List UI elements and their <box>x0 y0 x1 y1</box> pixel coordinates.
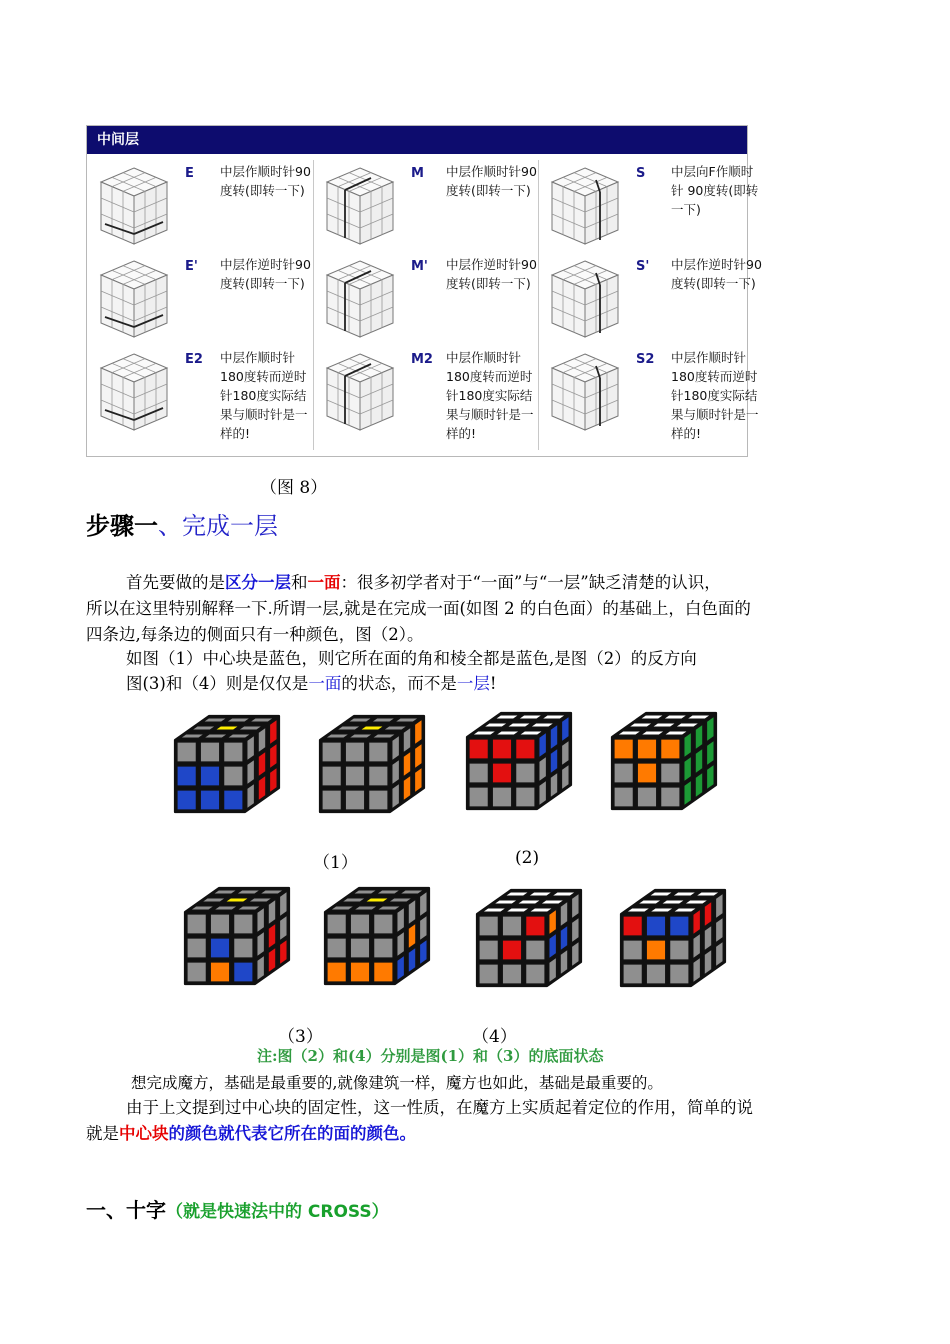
highlight-layer: 区分一层 <box>225 573 291 592</box>
rubiks-cube-image <box>467 713 571 809</box>
move-description: 中层作逆时针90度转(即转一下) <box>671 257 762 291</box>
text: 和 <box>291 573 308 592</box>
rubiks-cube-image <box>175 716 279 812</box>
caption-3: （3） <box>278 1027 323 1047</box>
section-title: 一、十字 <box>86 1198 166 1222</box>
highlight-layer: 一层 <box>456 674 490 693</box>
text: ! <box>489 674 497 693</box>
move-description: 中层作顺时针180度转而逆时针180度实际结果与顺时针是一样的! <box>446 350 534 441</box>
caption-1: （1） <box>313 853 358 873</box>
move-label: S' <box>636 259 650 274</box>
section-subtitle: （就是快速法中的 CROSS） <box>166 1202 389 1222</box>
text: 就是 <box>86 1124 119 1143</box>
figure-note: 注:图（2）和(4）分别是图(1）和（3）的底面状态 <box>257 1047 604 1065</box>
paragraph-5-line-1: 由于上文提到过中心块的固定性，这一性质，在魔方上实质起着定位的作用，简单的说 <box>126 1098 753 1117</box>
move-description: 中层作逆时针90度转(即转一下) <box>220 257 311 291</box>
move-description: 中层向F作顺时针 90度转(即转一下) <box>671 164 759 217</box>
caption-4: （4） <box>472 1027 517 1047</box>
text: 的状态，而不是 <box>341 674 457 693</box>
highlight-face: 一面 <box>308 674 342 693</box>
move-description: 中层作顺时针180度转而逆时针180度实际结果与顺时针是一样的! <box>220 350 308 441</box>
highlight-text: 的颜色就代表它所在的面的颜色。 <box>168 1124 416 1143</box>
move-label: M <box>411 166 424 181</box>
move-description: 中层作逆时针90度转(即转一下) <box>446 257 537 291</box>
move-label: E <box>185 166 194 181</box>
move-label: E' <box>185 259 198 274</box>
rubiks-cube-image <box>612 713 716 809</box>
highlight-center: 中心块 <box>119 1124 169 1143</box>
text: 首先要做的是 <box>126 573 225 592</box>
highlight-face: 一面 <box>307 573 341 592</box>
step-one-label: 步骤一 <box>86 511 158 540</box>
section-heading-cross <box>86 1194 389 1223</box>
rubiks-cube-image <box>185 888 289 984</box>
paragraph-1-line-3: 四条边,每条边的侧面只有一种颜色，图（2）。 <box>86 625 424 644</box>
paragraph-5-line-2 <box>86 1121 416 1147</box>
text: ：很多初学者对于“一面”与“一层”缺乏清楚的认识， <box>340 573 721 592</box>
rubiks-cube-image <box>325 888 429 984</box>
move-label: E2 <box>185 352 203 367</box>
rubiks-cube-image <box>320 716 424 812</box>
text: 图(3)和（4）则是仅仅是 <box>126 674 309 693</box>
move-label: M2 <box>411 352 433 367</box>
move-description: 中层作顺时针90 度转(即转一下) <box>220 164 311 198</box>
paragraph-2: 如图（1）中心块是蓝色，则它所在面的角和棱全都是蓝色,是图（2）的反方向 <box>126 649 697 668</box>
figure-caption: （图 8） <box>260 478 328 498</box>
step-one-title: 、完成一层 <box>158 512 278 540</box>
move-label: M' <box>411 259 428 274</box>
table-header: 中间层 <box>87 126 747 154</box>
move-description: 中层作顺时针90度转(即转一下) <box>446 164 537 198</box>
rubiks-cube-image <box>477 890 581 986</box>
move-description: 中层作顺时针180度转而逆时针180度实际结果与顺时针是一样的! <box>671 350 759 441</box>
paragraph-4: 想完成魔方，基础是最重要的,就像建筑一样，魔方也如此，基础是最重要的。 <box>131 1074 663 1092</box>
paragraph-1-line-2: 所以在这里特别解释一下.所谓一层,就是在完成一面(如图 2 的白色面）的基础上，白色面的 <box>86 599 751 618</box>
move-label: S <box>636 166 646 181</box>
rubiks-cube-image <box>621 890 725 986</box>
caption-2: (2) <box>515 848 540 868</box>
move-label: S2 <box>636 352 655 367</box>
